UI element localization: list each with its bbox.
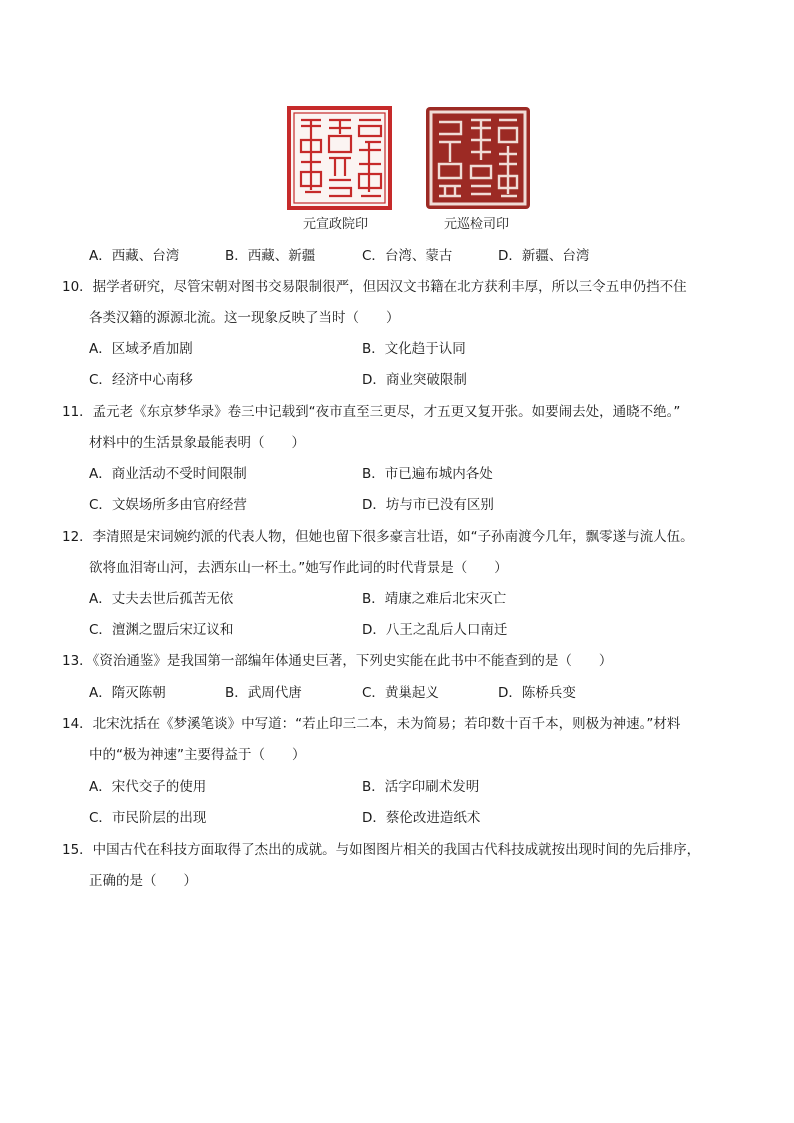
- option-11d[interactable]: D．坊与市已没有区别: [362, 497, 494, 513]
- seal-image-xunjian: [425, 106, 531, 210]
- option-10d[interactable]: D．商业突破限制: [362, 372, 467, 388]
- question-12-stem: 欲将血泪寄山河，去洒东山一杯土。”她写作此词的时代背景是（ ）: [89, 560, 508, 576]
- seal-caption: 元巡检司印: [444, 217, 510, 232]
- question-14-stem: 14．北宋沈括在《梦溪笔谈》中写道：“若止印三二本，未为简易；若印数十百千本，则极为神速。”材料: [62, 716, 681, 732]
- option-13b[interactable]: B．武周代唐: [225, 685, 302, 701]
- question-12-stem: 12．李清照是宋词婉约派的代表人物，但她也留下很多豪言壮语，如“子孙南渡今几年，飘零遂与流人伍。: [62, 529, 694, 545]
- option-10c[interactable]: C．经济中心南移: [89, 372, 193, 388]
- question-15-stem: 15．中国古代在科技方面取得了杰出的成就。与如图图片相关的我国古代科技成就按出现时间的先后排序，: [62, 842, 701, 858]
- option-10a[interactable]: A．区域矛盾加剧: [89, 341, 193, 357]
- option-12a[interactable]: A．丈夫去世后孤苦无依: [89, 591, 234, 607]
- option-12d[interactable]: D．八王之乱后人口南迁: [362, 622, 508, 638]
- option-14b[interactable]: B．活字印刷术发明: [362, 779, 480, 795]
- option-14c[interactable]: C．市民阶层的出现: [89, 810, 207, 826]
- option-13a[interactable]: A．隋灭陈朝: [89, 685, 166, 701]
- seal-image-xuanzheng: [287, 106, 392, 210]
- option-11a[interactable]: A．商业活动不受时间限制: [89, 466, 247, 482]
- question-11-stem: 材料中的生活景象最能表明（ ）: [89, 435, 305, 451]
- option-9a[interactable]: A．西藏、台湾: [89, 248, 180, 264]
- option-9b[interactable]: B．西藏、新疆: [225, 248, 316, 264]
- question-14-stem: 中的“极为神速”主要得益于（ ）: [89, 747, 306, 763]
- question-13-stem: 13．《资治通鉴》是我国第一部编年体通史巨著，下列史实能在此书中不能查到的是（ ）: [62, 653, 613, 669]
- option-12c[interactable]: C．澶渊之盟后宋辽议和: [89, 622, 234, 638]
- option-9c[interactable]: C．台湾、蒙古: [362, 248, 453, 264]
- option-12b[interactable]: B．靖康之难后北宋灭亡: [362, 591, 507, 607]
- option-10b[interactable]: B．文化趋于认同: [362, 341, 466, 357]
- option-13d[interactable]: D．陈桥兵变: [498, 685, 576, 701]
- option-9d[interactable]: D．新疆、台湾: [498, 248, 590, 264]
- option-13c[interactable]: C．黄巢起义: [362, 685, 439, 701]
- question-11-stem: 11．孟元老《东京梦华录》卷三中记载到“夜市直至三更尽，才五更又复开张。如要闹去处，通晓不绝。”: [62, 404, 681, 420]
- question-10-stem: 10．据学者研究，尽管宋朝对图书交易限制很严，但因汉文书籍在北方获利丰厚，所以三令五申仍挡不住: [62, 279, 687, 295]
- option-14a[interactable]: A．宋代交子的使用: [89, 779, 207, 795]
- option-11b[interactable]: B．市已遍布城内各处: [362, 466, 493, 482]
- question-10-stem: 各类汉籍的源源北流。这一现象反映了当时（ ）: [89, 310, 400, 326]
- option-14d[interactable]: D．蔡伦改进造纸术: [362, 810, 481, 826]
- seal-caption: 元宣政院印: [303, 217, 369, 232]
- question-15-stem: 正确的是（ ）: [89, 873, 197, 889]
- option-11c[interactable]: C．文娱场所多由官府经营: [89, 497, 247, 513]
